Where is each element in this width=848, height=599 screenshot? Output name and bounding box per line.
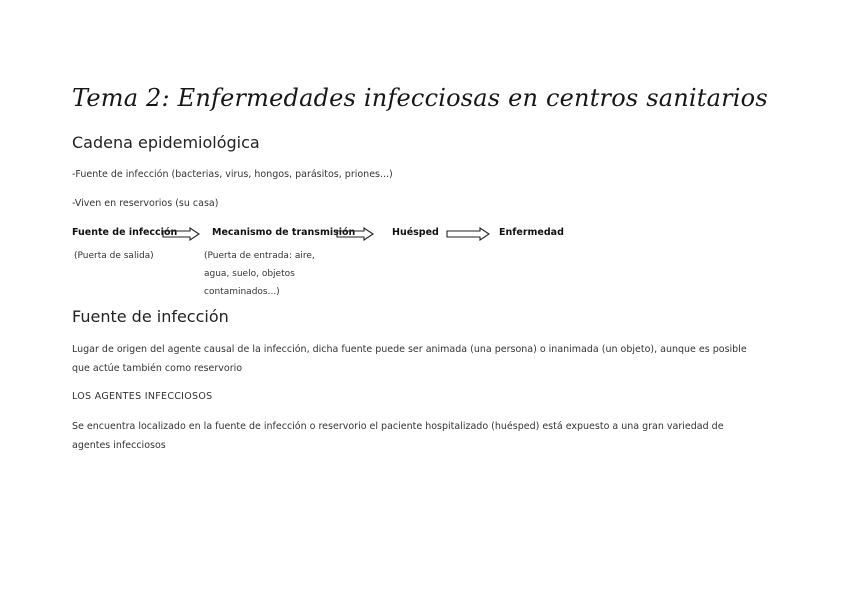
chain-node-fuente: Fuente de infección (72, 227, 178, 238)
arrow-icon (446, 227, 490, 241)
chain-node-mecanismo: Mecanismo de transmisión (212, 227, 356, 238)
arrow-icon (162, 227, 200, 241)
paragraph-agentes: Se encuentra localizado en la fuente de infección o reservorio el paciente hospitalizado (huésped) está expuesto a una gran variedad de agentes infecciosos (72, 421, 724, 451)
chain-node-enfermedad: Enfermedad (499, 227, 564, 238)
paragraph-fuente: Lugar de origen del agente causal de la infección, dicha fuente puede ser animada (una persona) o inanimada (un objeto), aunque es posible que actúe también como reservorio (72, 344, 747, 374)
line-fuente: -Fuente de infección (bacterias, virus, hongos, parásitos, priones...) (72, 169, 393, 180)
note-puerta-entrada: (Puerta de entrada: aire, agua, suelo, objetos contaminados...) (204, 251, 315, 297)
subheading-agentes: LOS AGENTES INFECCIOSOS (72, 391, 213, 402)
line-reservorios: -Viven en reservorios (su casa) (72, 198, 219, 209)
arrow-icon (336, 227, 374, 241)
section-heading-fuente: Fuente de infección (72, 307, 229, 326)
note-puerta-salida: (Puerta de salida) (74, 251, 154, 261)
section-heading-cadena: Cadena epidemiológica (72, 133, 260, 152)
page-title: Tema 2: Enfermedades infecciosas en centros sanitarios (72, 84, 768, 112)
chain-node-huesped: Huésped (392, 227, 439, 238)
